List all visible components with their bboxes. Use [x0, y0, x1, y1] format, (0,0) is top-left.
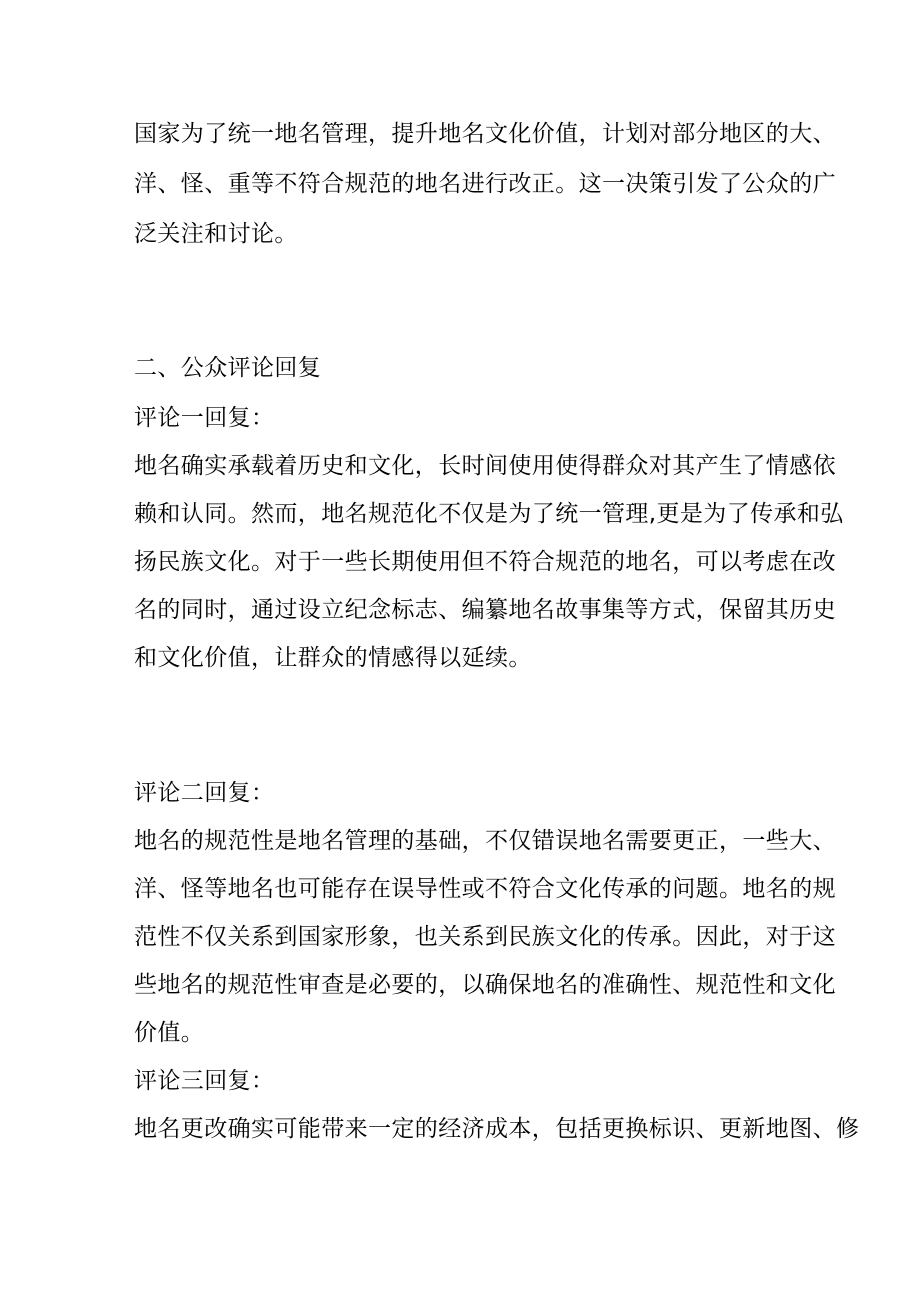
comment-body-line: 名的同时，通过设立纪念标志、编纂地名故事集等方式，保留其历史: [134, 597, 836, 623]
section-heading: 二、公众评论回复: [134, 355, 322, 381]
comment-body-line: 价值。: [134, 1020, 205, 1046]
intro-line: 国家为了统一地名管理，提升地名文化价值，计划对部分地区的大、: [134, 121, 836, 147]
comment-body-line: 些地名的规范性审查是必要的，以确保地名的准确性、规范性和文化: [134, 972, 836, 998]
comment-body-line: 洋、怪等地名也可能存在误导性或不符合文化传承的问题。地名的规: [134, 876, 836, 902]
intro-line: 泛关注和讨论。: [134, 221, 298, 247]
comment-body-line: 赖和认同。然而，地名规范化不仅是为了统一管理,更是为了传承和弘: [134, 501, 844, 527]
comment-body-line: 地名确实承载着历史和文化，长时间使用使得群众对其产生了情感依: [134, 453, 836, 479]
comment-label: 评论二回复：: [134, 780, 275, 806]
comment-body-line: 地名的规范性是地名管理的基础，不仅错误地名需要更正，一些大、: [134, 828, 836, 854]
comment-body-line: 和文化价值，让群众的情感得以延续。: [134, 645, 532, 671]
comment-label: 评论一回复：: [134, 405, 275, 431]
comment-body-line: 扬民族文化。对于一些长期使用但不符合规范的地名，可以考虑在改: [134, 549, 836, 575]
comment-body-line: 地名更改确实可能带来一定的经济成本，包括更换标识、更新地图、修: [134, 1116, 860, 1142]
comment-body-line: 范性不仅关系到国家形象，也关系到民族文化的传承。因此，对于这: [134, 924, 836, 950]
comment-label: 评论三回复：: [134, 1068, 275, 1094]
intro-line: 洋、怪、重等不符合规范的地名进行改正。这一决策引发了公众的广: [134, 171, 836, 197]
